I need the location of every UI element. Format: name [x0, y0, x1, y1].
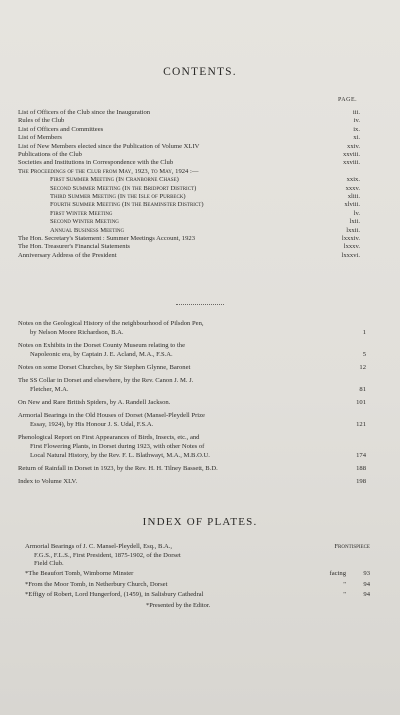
contents-entry-page: xliii. [347, 193, 360, 200]
contents-entry-page: iv. [353, 117, 360, 125]
contents-entry-page: lxxxvi. [341, 251, 360, 259]
paper-entry-page: 12 [359, 364, 366, 371]
contents-entry-page: xxviii. [342, 159, 360, 167]
contents-entry-text: Third Summer Meeting (In the Isle of Purbeck) [50, 193, 186, 200]
contents-entry-text: List of New Members elected since the Publication of Volume XLIV [18, 142, 200, 150]
paper-entry-page: 121 [356, 420, 366, 428]
plate-page: 94 [363, 590, 370, 598]
contents-entry-page: xi. [353, 134, 360, 142]
contents-entry-text: The Proceedings of the Club from May, 1923, to May, 1924 :— [18, 167, 199, 175]
contents-entry-text: First Winter Meeting [50, 209, 113, 217]
contents-entry-text: Second Summer Meeting (In the Bridport District) [50, 184, 197, 192]
contents-entry-page: xlviii. [344, 201, 360, 209]
plate-facing-label: " [343, 580, 346, 588]
paper-entry-line: The SS Collar in Dorset and elsewhere, by the Rev. Canon J. M. J. [18, 376, 194, 384]
paper-entry-line: Notes on the Geological History of the neighbourhood of Pilsdon Pen, [18, 320, 204, 327]
paper-entry-line: Return of Rainfall in Dorset in 1923, by the Rev. H. H. Tilney Bassett, B.D. [18, 464, 218, 472]
contents-entry-text: List of Officers of the Club since the Inauguration [18, 109, 151, 116]
paper-entry-line: Index to Volume XLV. [18, 477, 78, 485]
paper-entry-line: by Nelson Moore Richardson, B.A. [30, 329, 124, 337]
contents-title: CONTENTS. [163, 66, 237, 78]
index-of-plates-title: INDEX OF PLATES. [142, 516, 258, 528]
contents-entry-page: lxxxv. [343, 243, 360, 251]
contents-entry-text: List of Members [18, 134, 62, 142]
plate-facing-label: " [343, 590, 346, 598]
plate-page: Frontispiece [334, 543, 370, 550]
contents-entry-text: First Summer Meeting (In Cranborne Chase) [50, 176, 179, 184]
contents-entry-text: Publications of the Club [18, 151, 82, 158]
contents-entry-text: The Hon. Secretary's Statement : Summer Meetings Account, 1923 [18, 235, 195, 242]
contents-entry-page: lxxii. [346, 226, 360, 234]
paper-entry-page: 188 [356, 464, 366, 472]
paper-entry-page: 1 [362, 329, 366, 337]
section-divider [176, 304, 224, 305]
contents-entry-page: lxii. [349, 218, 360, 226]
plate-entry-line: Armorial Bearings of J. C. Mansel-Pleydell, Esq., B.A., [25, 543, 173, 550]
contents-entry-page: ix. [353, 125, 360, 133]
contents-entry-page: xxix. [346, 176, 360, 184]
plate-entry-line: *From the Moor Tomb, in Netherbury Church, Dorset [25, 580, 168, 588]
plate-page: 93 [363, 570, 370, 578]
contents-entry-text: Fourth Summer Meeting (In the Beaminster District) [50, 201, 204, 209]
paper-entry-line: Phenological Report on First Appearances of Birds, Insects, etc., and [18, 433, 200, 441]
contents-entry-page: iii. [352, 109, 360, 116]
contents-entry-text: Anniversary Address of the President [18, 251, 117, 259]
paper-entry-page: 198 [356, 477, 366, 485]
paper-entry-line: First Flowering Plants, in Dorset during 1923, with other Notes of [30, 442, 205, 450]
paper-entry-page: 81 [359, 386, 366, 393]
contents-entry-page: lv. [353, 209, 360, 217]
page-column-header: PAGE. [338, 97, 358, 103]
plate-entry-line: Field Club. [34, 560, 64, 568]
contents-entry-page: xxviii. [342, 151, 360, 158]
contents-entry-text: The Hon. Treasurer's Financial Statements [18, 243, 130, 251]
contents-entry-page: xxiv. [347, 142, 360, 150]
contents-entry-text: Second Winter Meeting [50, 218, 119, 226]
paper-entry-line: Napoleonic era, by Captain J. E. Acland, M.A., F.S.A. [30, 351, 173, 359]
paper-entry-page: 174 [356, 452, 366, 459]
contents-entry-page: lxxxiv. [341, 235, 360, 242]
contents-entry-text: List of Officers and Committees [18, 125, 104, 133]
plate-facing-label: facing [329, 570, 346, 578]
paper-entry-line: Essay, 1924), by His Honour J. S. Udal, F.S.A. [30, 420, 154, 428]
plates-footnote: *Presented by the Editor. [146, 602, 211, 609]
paper-entry-page: 101 [356, 398, 366, 406]
contents-entry-text: Societies and Institutions in Correspondence with the Club [18, 159, 174, 167]
contents-entry-text: Rules of the Club [18, 117, 65, 125]
paper-entry-line: Local Natural History, by the Rev. F. L. Blathwayt, M.A., M.B.O.U. [30, 452, 210, 459]
paper-entry-line: Notes on Exhibits in the Dorset County Museum relating to the [18, 342, 186, 349]
plate-entry-line: F.G.S., F.L.S., First President, 1875-1902, of the Dorset [34, 551, 181, 559]
plate-entry-line: *Effigy of Robert, Lord Hungerford, (1459), in Salisbury Cathedral [25, 590, 204, 598]
paper-entry-line: Armorial Bearings in the Old Houses of Dorset (Mansel-Pleydell Prize [18, 411, 205, 419]
plate-page: 94 [363, 580, 370, 588]
paper-entry-page: 5 [362, 351, 366, 359]
plate-entry-line: *The Beaufort Tomb, Wimborne Minster [25, 570, 134, 578]
paper-entry-line: On New and Rare British Spiders, by A. Randell Jackson. [18, 398, 171, 406]
paper-entry-line: Fletcher, M.A. [30, 386, 69, 393]
paper-entry-line: Notes on some Dorset Churches, by Sir Stephen Glynne, Baronet [18, 364, 191, 371]
contents-entry-text: Annual Business Meeting [50, 226, 125, 234]
contents-entry-page: xxxv. [345, 184, 360, 192]
